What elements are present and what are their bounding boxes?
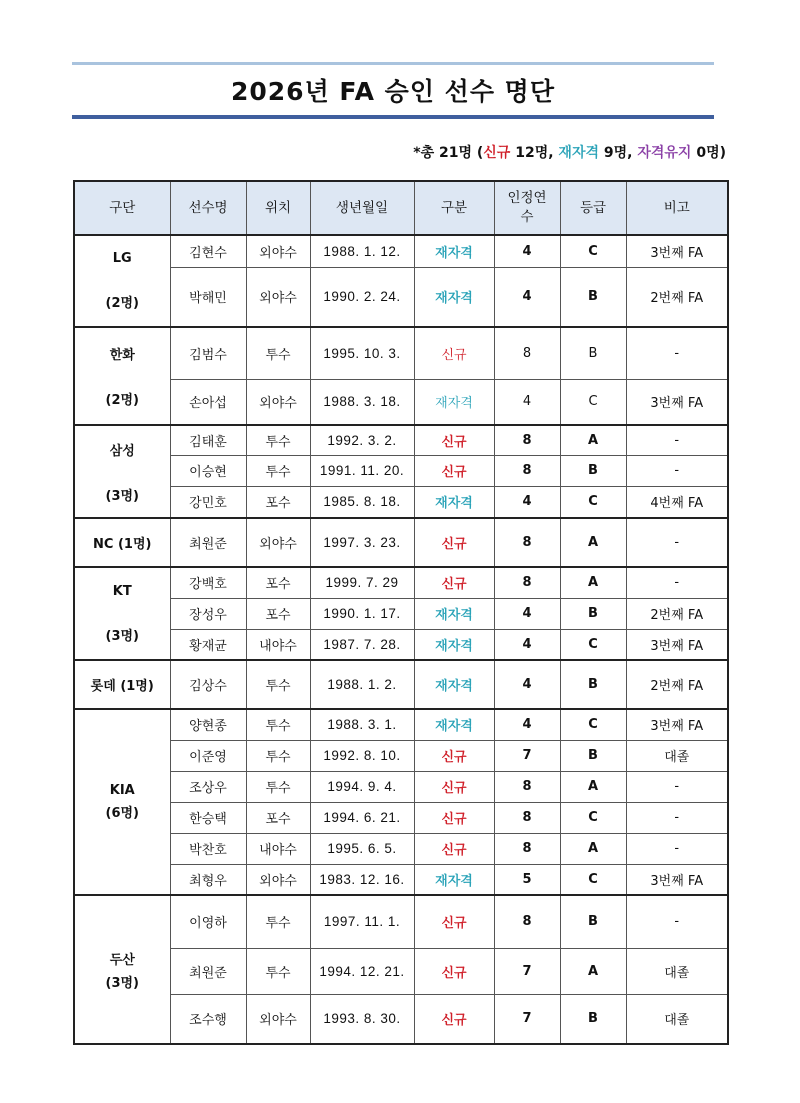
note-cell: 4번째 FA — [626, 486, 728, 518]
header-years-label: 인정연수 — [507, 190, 547, 225]
note-cell: - — [626, 455, 728, 486]
position-cell: 외야수 — [246, 379, 310, 425]
type-cell: 재자격 — [414, 379, 494, 425]
team-count: (3명) — [105, 628, 139, 644]
years-cell: 8 — [494, 895, 560, 948]
note-cell: 대졸 — [626, 948, 728, 994]
birthdate-cell: 1988. 1. 12. — [310, 235, 414, 267]
birthdate-cell: 1988. 1. 2. — [310, 660, 414, 709]
note-cell: 3번째 FA — [626, 379, 728, 425]
fa-player-table — [73, 180, 729, 1045]
player-name-cell: 김상수 — [170, 660, 246, 709]
birthdate-cell: 1983. 12. 16. — [310, 864, 414, 895]
position-cell: 투수 — [246, 425, 310, 455]
table-row — [74, 379, 728, 425]
grade-cell: C — [560, 709, 626, 740]
birthdate-cell: 1997. 11. 1. — [310, 895, 414, 948]
years-cell: 5 — [494, 864, 560, 895]
player-name-cell: 조수행 — [170, 994, 246, 1044]
player-name-cell: 박찬호 — [170, 833, 246, 864]
birthdate-cell: 1988. 3. 18. — [310, 379, 414, 425]
birthdate-cell: 1995. 10. 3. — [310, 327, 414, 379]
years-cell: 4 — [494, 379, 560, 425]
table-row — [74, 235, 728, 267]
position-cell: 포수 — [246, 486, 310, 518]
table-row — [74, 598, 728, 629]
type-cell: 신규 — [414, 740, 494, 771]
type-cell: 신규 — [414, 802, 494, 833]
player-name-cell: 김현수 — [170, 235, 246, 267]
team-cell — [74, 327, 170, 425]
position-cell: 내야수 — [246, 629, 310, 660]
birthdate-cell: 1994. 6. 21. — [310, 802, 414, 833]
position-cell: 투수 — [246, 455, 310, 486]
birthdate-cell: 1997. 3. 23. — [310, 518, 414, 567]
note-cell: - — [626, 802, 728, 833]
summary-line — [413, 142, 726, 162]
type-cell: 신규 — [414, 425, 494, 455]
years-cell: 8 — [494, 518, 560, 567]
table-row — [74, 425, 728, 455]
grade-cell: B — [560, 994, 626, 1044]
type-cell: 재자격 — [414, 235, 494, 267]
years-cell: 4 — [494, 598, 560, 629]
grade-cell: B — [560, 740, 626, 771]
years-cell: 8 — [494, 567, 560, 598]
table-body — [74, 235, 728, 1044]
player-name-cell: 강백호 — [170, 567, 246, 598]
years-cell: 4 — [494, 235, 560, 267]
note-cell: - — [626, 425, 728, 455]
type-cell: 재자격 — [414, 598, 494, 629]
position-cell: 투수 — [246, 740, 310, 771]
note-cell: - — [626, 895, 728, 948]
type-cell: 신규 — [414, 567, 494, 598]
birthdate-cell: 1990. 2. 24. — [310, 267, 414, 327]
table-row — [74, 267, 728, 327]
summary-new-label: 신규 — [483, 145, 511, 161]
type-cell: 재자격 — [414, 486, 494, 518]
position-cell: 포수 — [246, 598, 310, 629]
years-cell: 8 — [494, 833, 560, 864]
years-cell: 8 — [494, 771, 560, 802]
position-cell: 외야수 — [246, 994, 310, 1044]
team-name: LG — [112, 251, 132, 266]
type-cell: 재자격 — [414, 864, 494, 895]
header-player-name: 선수명 — [170, 181, 246, 235]
position-cell: 투수 — [246, 660, 310, 709]
position-cell: 외야수 — [246, 518, 310, 567]
table-row — [74, 771, 728, 802]
grade-cell: A — [560, 567, 626, 598]
note-cell: 3번째 FA — [626, 629, 728, 660]
years-cell: 7 — [494, 994, 560, 1044]
grade-cell: B — [560, 660, 626, 709]
player-name-cell: 장성우 — [170, 598, 246, 629]
player-name-cell: 황재균 — [170, 629, 246, 660]
team-cell — [74, 518, 170, 567]
position-cell: 내야수 — [246, 833, 310, 864]
table-header-row — [74, 181, 728, 235]
birthdate-cell: 1990. 1. 17. — [310, 598, 414, 629]
table-row — [74, 895, 728, 948]
player-name-cell: 강민호 — [170, 486, 246, 518]
position-cell: 투수 — [246, 895, 310, 948]
position-cell: 투수 — [246, 771, 310, 802]
note-cell: 2번째 FA — [626, 598, 728, 629]
team-count: (3명) — [105, 488, 139, 504]
grade-cell: A — [560, 948, 626, 994]
type-cell: 신규 — [414, 833, 494, 864]
years-cell: 4 — [494, 629, 560, 660]
table-row — [74, 660, 728, 709]
note-cell: 대졸 — [626, 994, 728, 1044]
birthdate-cell: 1999. 7. 29 — [310, 567, 414, 598]
grade-cell: A — [560, 833, 626, 864]
table-row — [74, 327, 728, 379]
years-cell: 8 — [494, 327, 560, 379]
player-name-cell: 최형우 — [170, 864, 246, 895]
birthdate-cell: 1985. 8. 18. — [310, 486, 414, 518]
page-title: 2026년 FA 승인 선수 명단 — [230, 77, 555, 106]
birthdate-cell: 1992. 8. 10. — [310, 740, 414, 771]
note-cell: - — [626, 771, 728, 802]
table-row — [74, 948, 728, 994]
years-cell: 7 — [494, 740, 560, 771]
player-name-cell: 박해민 — [170, 267, 246, 327]
summary-prefix: *총 21명 ( — [413, 145, 484, 161]
grade-cell: C — [560, 379, 626, 425]
note-cell: 대졸 — [626, 740, 728, 771]
grade-cell: C — [560, 629, 626, 660]
header-type: 구분 — [414, 181, 494, 235]
type-cell: 재자격 — [414, 660, 494, 709]
position-cell: 투수 — [246, 709, 310, 740]
grade-cell: C — [560, 235, 626, 267]
header-birthdate: 생년월일 — [310, 181, 414, 235]
player-name-cell: 조상우 — [170, 771, 246, 802]
grade-cell: B — [560, 455, 626, 486]
team-name: 삼성 — [109, 443, 135, 459]
team-count: (6명) — [105, 806, 139, 821]
team-name: KIA — [109, 783, 135, 798]
grade-cell: A — [560, 518, 626, 567]
type-cell: 신규 — [414, 948, 494, 994]
years-cell: 7 — [494, 948, 560, 994]
player-name-cell: 한승택 — [170, 802, 246, 833]
table-row — [74, 802, 728, 833]
team-name: 한화 — [109, 348, 135, 363]
header-years — [494, 181, 560, 235]
header-grade: 등급 — [560, 181, 626, 235]
grade-cell: B — [560, 895, 626, 948]
team-name: 두산 — [109, 952, 135, 968]
years-cell: 4 — [494, 660, 560, 709]
note-cell: - — [626, 833, 728, 864]
years-cell: 4 — [494, 486, 560, 518]
header-position: 위치 — [246, 181, 310, 235]
summary-keep-count: 0명) — [691, 145, 726, 161]
team-cell — [74, 567, 170, 660]
grade-cell: A — [560, 425, 626, 455]
position-cell: 외야수 — [246, 864, 310, 895]
summary-re-label: 재자격 — [558, 145, 599, 161]
player-name-cell: 최원준 — [170, 518, 246, 567]
position-cell: 외야수 — [246, 235, 310, 267]
title-bottom-rule — [72, 115, 714, 119]
note-cell: 3번째 FA — [626, 709, 728, 740]
type-cell: 신규 — [414, 771, 494, 802]
player-name-cell: 김태훈 — [170, 425, 246, 455]
grade-cell: B — [560, 267, 626, 327]
note-cell: 2번째 FA — [626, 267, 728, 327]
team-name: 롯데 (1명) — [90, 679, 154, 694]
position-cell: 외야수 — [246, 267, 310, 327]
summary-re-count: 9명, — [599, 145, 638, 161]
summary-new-count: 12명, — [510, 145, 559, 161]
position-cell: 포수 — [246, 567, 310, 598]
type-cell: 재자격 — [414, 629, 494, 660]
birthdate-cell: 1994. 9. 4. — [310, 771, 414, 802]
team-count: (2명) — [105, 393, 139, 408]
birthdate-cell: 1987. 7. 28. — [310, 629, 414, 660]
birthdate-cell: 1993. 8. 30. — [310, 994, 414, 1044]
team-count: (3명) — [105, 975, 139, 991]
table-row — [74, 740, 728, 771]
player-name-cell: 최원준 — [170, 948, 246, 994]
birthdate-cell: 1991. 11. 20. — [310, 455, 414, 486]
grade-cell: C — [560, 864, 626, 895]
birthdate-cell: 1988. 3. 1. — [310, 709, 414, 740]
table-row — [74, 629, 728, 660]
table-row — [74, 567, 728, 598]
grade-cell: A — [560, 771, 626, 802]
note-cell: 2번째 FA — [626, 660, 728, 709]
team-name: NC (1명) — [93, 537, 152, 552]
type-cell: 신규 — [414, 518, 494, 567]
team-cell — [74, 895, 170, 1044]
position-cell: 투수 — [246, 948, 310, 994]
note-cell: 3번째 FA — [626, 235, 728, 267]
grade-cell: B — [560, 598, 626, 629]
note-cell: - — [626, 518, 728, 567]
team-cell — [74, 660, 170, 709]
table-row — [74, 455, 728, 486]
team-cell — [74, 425, 170, 518]
title-top-rule — [72, 62, 714, 65]
player-name-cell: 이승현 — [170, 455, 246, 486]
position-cell: 포수 — [246, 802, 310, 833]
team-name: KT — [112, 583, 132, 599]
player-name-cell: 손아섭 — [170, 379, 246, 425]
header-team: 구단 — [74, 181, 170, 235]
table-row — [74, 486, 728, 518]
type-cell: 신규 — [414, 327, 494, 379]
type-cell: 재자격 — [414, 709, 494, 740]
team-cell — [74, 235, 170, 327]
years-cell: 4 — [494, 709, 560, 740]
years-cell: 8 — [494, 425, 560, 455]
player-name-cell: 이준영 — [170, 740, 246, 771]
type-cell: 신규 — [414, 895, 494, 948]
table-row — [74, 833, 728, 864]
years-cell: 8 — [494, 802, 560, 833]
player-name-cell: 이영하 — [170, 895, 246, 948]
note-cell: - — [626, 567, 728, 598]
player-name-cell: 김범수 — [170, 327, 246, 379]
table-row — [74, 994, 728, 1044]
birthdate-cell: 1992. 3. 2. — [310, 425, 414, 455]
birthdate-cell: 1994. 12. 21. — [310, 948, 414, 994]
header-note: 비고 — [626, 181, 728, 235]
type-cell: 신규 — [414, 994, 494, 1044]
table-row — [74, 518, 728, 567]
type-cell: 신규 — [414, 455, 494, 486]
type-cell: 재자격 — [414, 267, 494, 327]
years-cell: 4 — [494, 267, 560, 327]
grade-cell: C — [560, 802, 626, 833]
grade-cell: C — [560, 486, 626, 518]
years-cell: 8 — [494, 455, 560, 486]
position-cell: 투수 — [246, 327, 310, 379]
summary-keep-label: 자격유지 — [637, 145, 692, 161]
grade-cell: B — [560, 327, 626, 379]
birthdate-cell: 1995. 6. 5. — [310, 833, 414, 864]
team-cell — [74, 709, 170, 895]
note-cell: 3번째 FA — [626, 864, 728, 895]
note-cell: - — [626, 327, 728, 379]
table-row — [74, 864, 728, 895]
table-row — [74, 709, 728, 740]
team-count: (2명) — [105, 296, 139, 311]
player-name-cell: 양현종 — [170, 709, 246, 740]
